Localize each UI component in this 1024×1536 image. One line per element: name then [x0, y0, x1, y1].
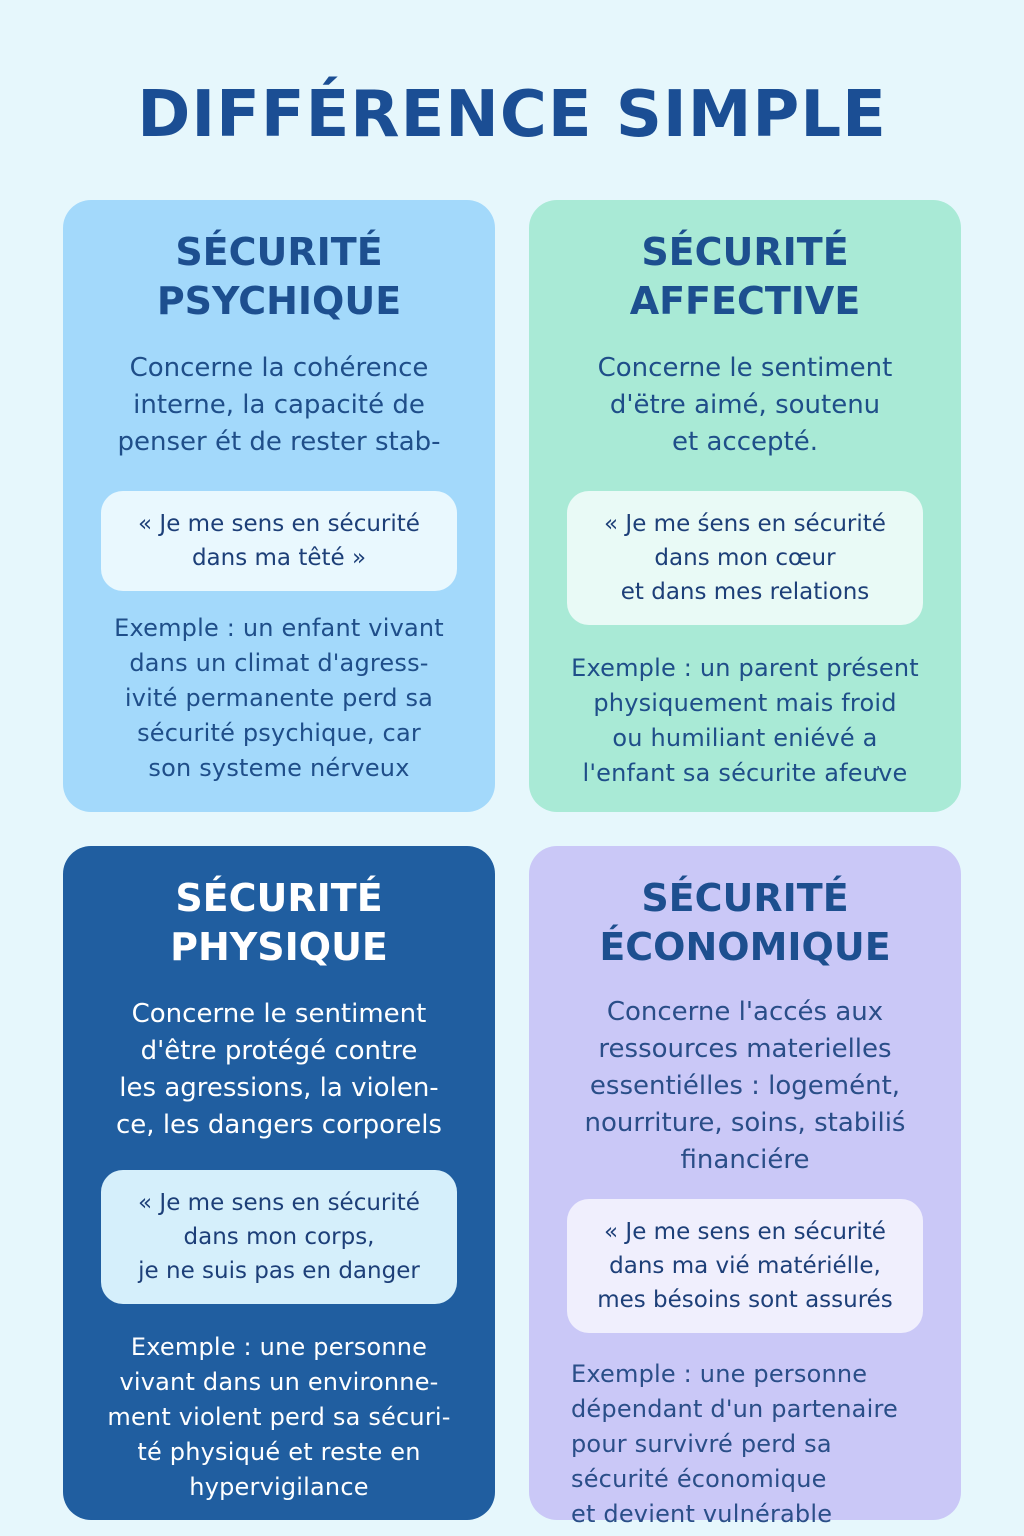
card-securite-psychique [63, 200, 495, 812]
card-example: Exemple : un parent présent physiquement mais froid ou humiliant eniévé a l'enfant sa sécurite afeưve [571, 654, 919, 787]
card-description: Concerne le sentiment d'ëtre aimé, soutenu et accepté. [597, 353, 893, 457]
page-title: DIFFÉRENCE SIMPLE [137, 78, 887, 152]
card-description: Concerne le sentiment d'être protégé contre les agressions, la violen- ce, les dangers corporels [116, 999, 442, 1140]
card-securite-affective [529, 200, 961, 812]
card-securite-economique [529, 846, 961, 1528]
card-example: Exemple : une personne dépendant d'un partenaire pour survivré perd sa sécurité économique et devient vulnérable [571, 1360, 898, 1528]
card-quote: « Je me sens en sécurité dans ma têté » [101, 491, 457, 591]
card-description: Concerne la cohérence interne, la capacité de penser ét de rester stab- [117, 353, 441, 457]
card-example: Exemple : une personne vivant dans un environne- ment violent perd sa sécuri- té physiqué et reste en hypervigilance [107, 1333, 451, 1501]
card-example: Exemple : un enfant vivant dans un climat d'agress- ivité permanente perd sa sécurité psychique, car son systeme nérveux [114, 614, 444, 782]
card-quote: « Je me sens en sécurité dans ma vié matériélle, mes bésoins sont assurés [567, 1199, 923, 1333]
card-title: SÉCURITÉ PHYSIQUE [170, 876, 388, 969]
card-securite-physique [63, 846, 495, 1520]
card-title: SÉCURITÉ AFFECTIVE [629, 230, 861, 323]
card-description: Concerne l'accés aux ressources materielles essentiélles : logemént, nourriture, soins, stabiliś financiére [584, 997, 906, 1175]
card-quote: « Je me śens en sécurité dans mon cœur et dans mes relations [567, 491, 923, 625]
card-title: SÉCURITÉ ÉCONOMIQUE [599, 876, 891, 969]
card-quote: « Je me sens en sécurité dans mon corps, je ne suis pas en danger [101, 1170, 457, 1304]
card-title: SÉCURITÉ PSYCHIQUE [156, 230, 402, 323]
